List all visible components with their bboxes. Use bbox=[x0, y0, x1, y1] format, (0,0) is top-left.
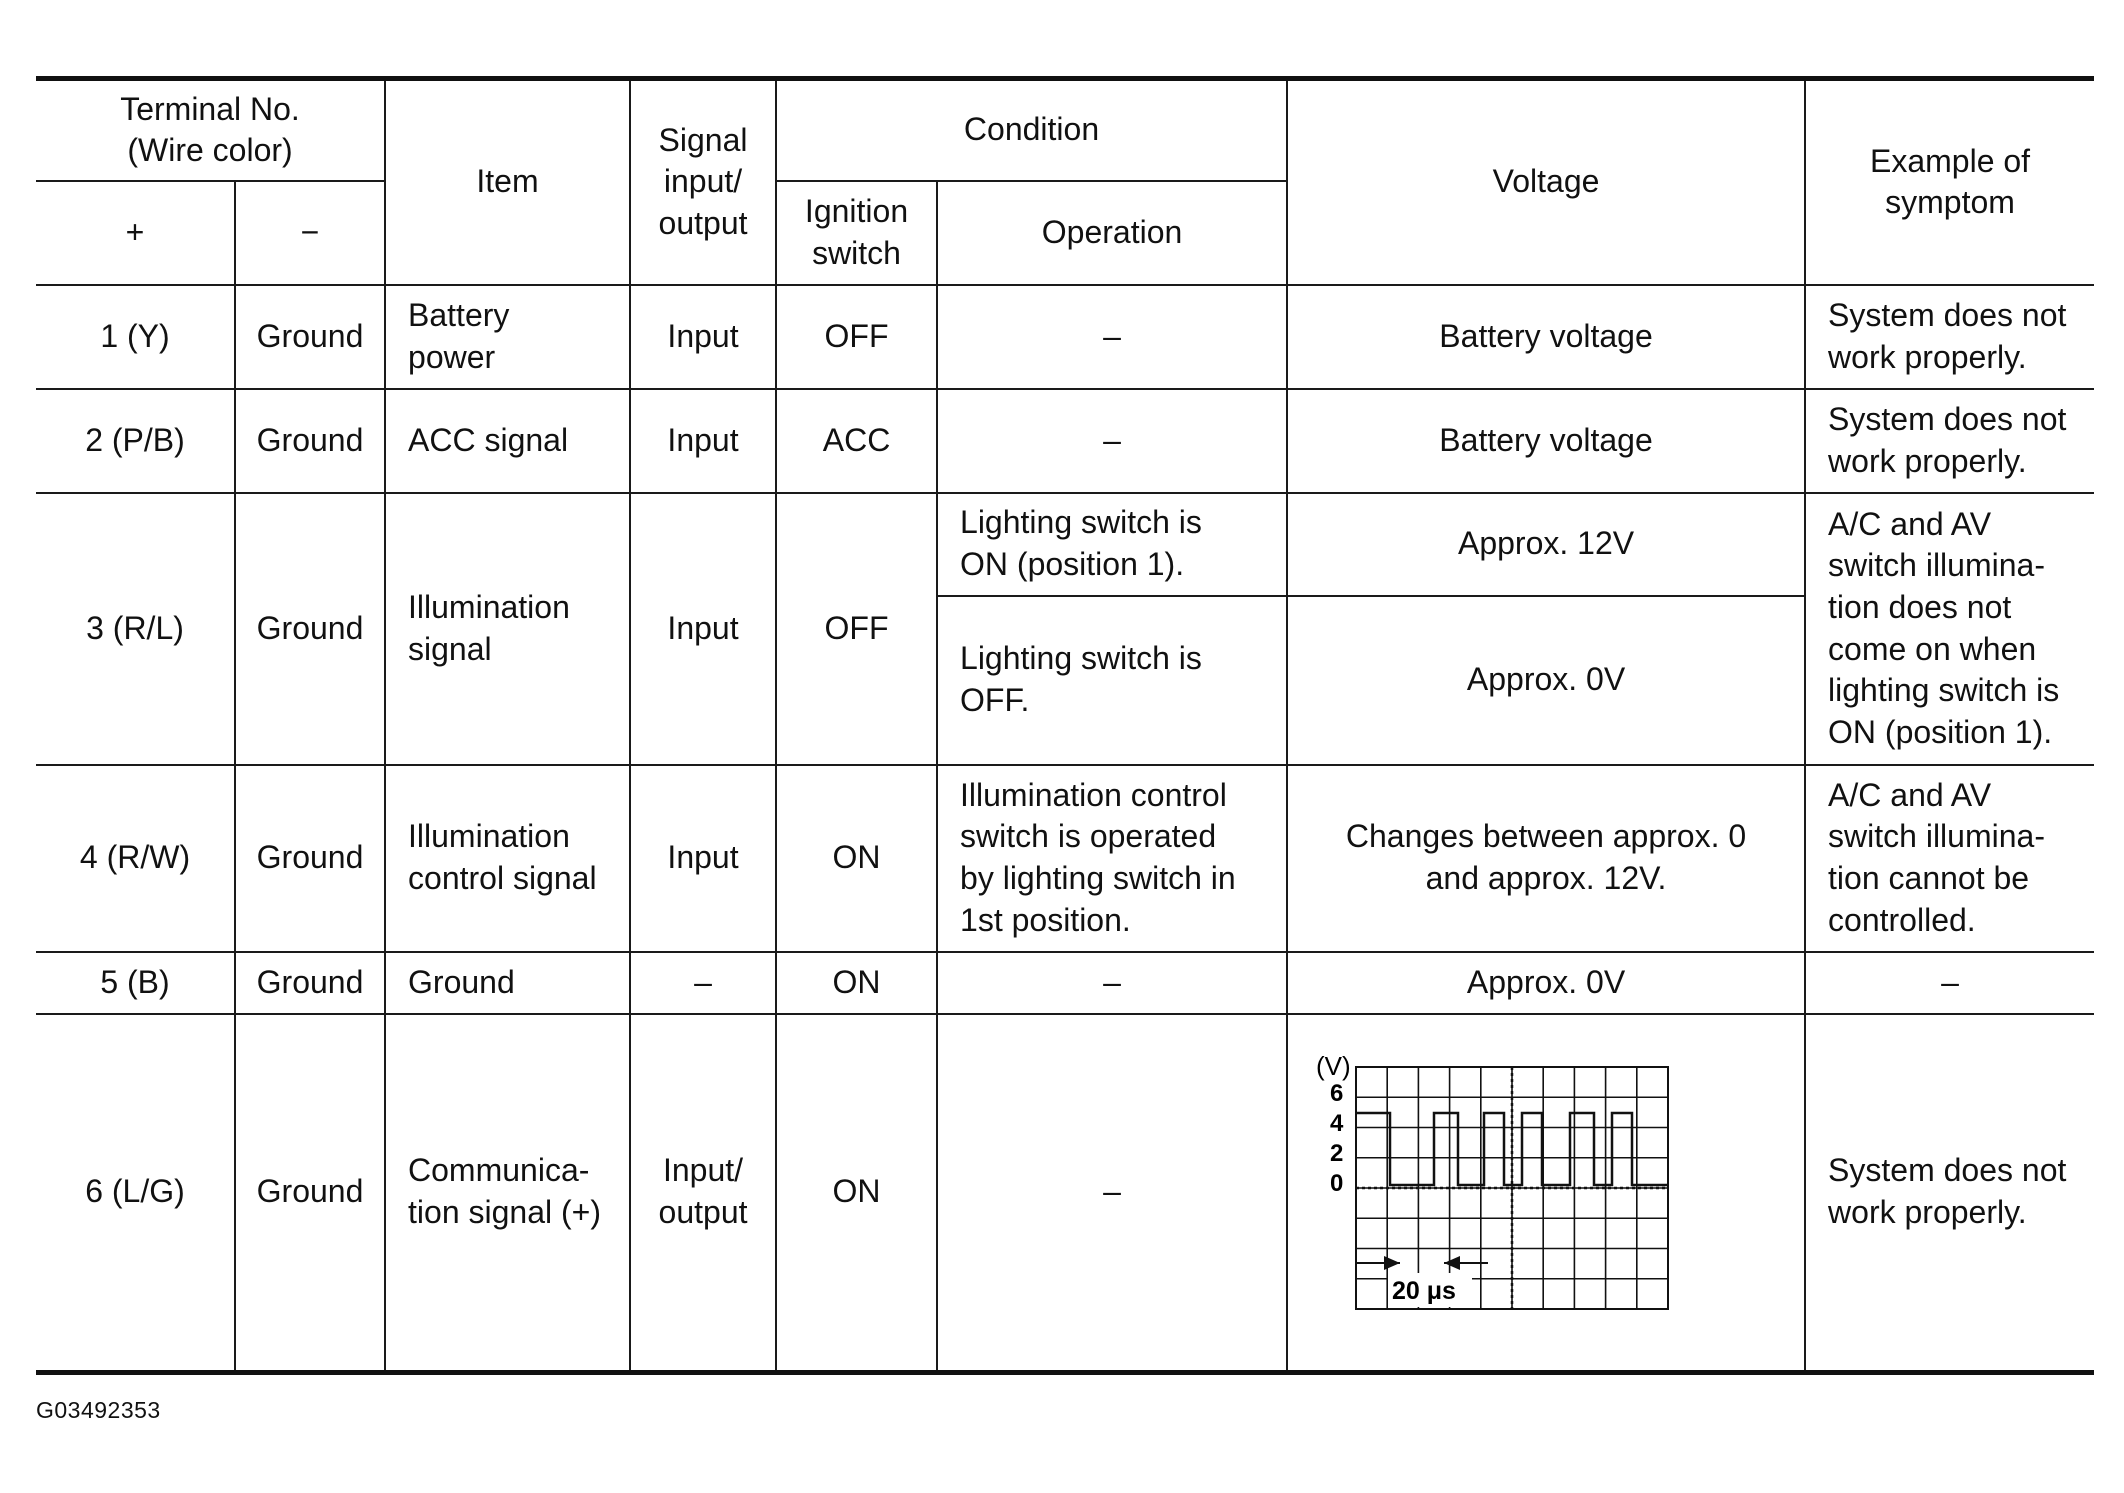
symptom-cell: – bbox=[1805, 952, 2094, 1014]
header-item: Item bbox=[385, 79, 630, 285]
operation-cell: – bbox=[937, 952, 1287, 1014]
operation-cell: – bbox=[937, 389, 1287, 493]
table-row bbox=[36, 285, 2094, 389]
symptom-cell: System does not work properly. bbox=[1805, 285, 2094, 389]
signal-cell: – bbox=[630, 952, 776, 1014]
scope-unit-label: (V) bbox=[1316, 1050, 1351, 1081]
ignition-cell: ON bbox=[776, 1014, 937, 1373]
operation-cell-on: Lighting switch is ON (position 1). bbox=[937, 493, 1287, 596]
item-cell: Ground bbox=[385, 952, 630, 1014]
header-minus: − bbox=[235, 181, 385, 285]
terminal-cell: 4 (R/W) bbox=[36, 765, 235, 952]
table-row bbox=[36, 952, 2094, 1014]
voltage-cell-off: Approx. 0V bbox=[1287, 596, 1805, 765]
table-row bbox=[36, 765, 2094, 952]
voltage-cell: Changes between approx. 0 and approx. 12V. bbox=[1287, 765, 1805, 952]
terminal-table-container bbox=[36, 76, 2094, 1375]
voltage-cell-on: Approx. 12V bbox=[1287, 493, 1805, 596]
ground-cell: Ground bbox=[235, 389, 385, 493]
header-signal: Signal input/ output bbox=[630, 79, 776, 285]
ground-cell: Ground bbox=[235, 952, 385, 1014]
header-symptom: Example of symptom bbox=[1805, 79, 2094, 285]
symptom-cell: A/C and AV switch illumina- tion cannot be controlled. bbox=[1805, 765, 2094, 952]
header-row-1 bbox=[36, 79, 2094, 181]
header-condition: Condition bbox=[776, 79, 1287, 181]
ground-cell: Ground bbox=[235, 1014, 385, 1373]
operation-cell: – bbox=[937, 285, 1287, 389]
scope-tick-2: 2 bbox=[1330, 1139, 1344, 1167]
item-cell: Illumination control signal bbox=[385, 765, 630, 952]
ignition-cell: OFF bbox=[776, 285, 937, 389]
scope-time-label: 20 μs bbox=[1392, 1276, 1456, 1305]
ignition-cell: ON bbox=[776, 765, 937, 952]
item-cell: Communica- tion signal (+) bbox=[385, 1014, 630, 1373]
symptom-cell: System does not work properly. bbox=[1805, 1014, 2094, 1373]
header-operation: Operation bbox=[937, 181, 1287, 285]
scope-tick-4: 4 bbox=[1330, 1109, 1344, 1137]
terminal-cell: 6 (L/G) bbox=[36, 1014, 235, 1373]
signal-cell: Input/ output bbox=[630, 1014, 776, 1373]
item-cell: ACC signal bbox=[385, 389, 630, 493]
table-row bbox=[36, 389, 2094, 493]
table-row bbox=[36, 493, 2094, 596]
terminal-table bbox=[36, 76, 2094, 1375]
terminal-cell: 2 (P/B) bbox=[36, 389, 235, 493]
signal-cell: Input bbox=[630, 493, 776, 765]
terminal-cell: 3 (R/L) bbox=[36, 493, 235, 765]
signal-cell: Input bbox=[630, 389, 776, 493]
oscilloscope-waveform bbox=[1288, 1015, 1806, 1370]
symptom-cell: System does not work properly. bbox=[1805, 389, 2094, 493]
scope-arrow-right-head bbox=[1384, 1256, 1400, 1270]
symptom-cell: A/C and AV switch illumina- tion does not come on when lighting switch is ON (position 1). bbox=[1805, 493, 2094, 765]
terminal-cell: 1 (Y) bbox=[36, 285, 235, 389]
voltage-cell: Battery voltage bbox=[1287, 389, 1805, 493]
ignition-cell: ON bbox=[776, 952, 937, 1014]
ignition-cell: OFF bbox=[776, 493, 937, 765]
ground-cell: Ground bbox=[235, 493, 385, 765]
scope-tick-0: 0 bbox=[1330, 1169, 1344, 1197]
header-plus: + bbox=[36, 181, 235, 285]
signal-cell: Input bbox=[630, 285, 776, 389]
item-cell: Battery power bbox=[385, 285, 630, 389]
scope-tick-6: 6 bbox=[1330, 1079, 1344, 1107]
scope-arrow-left-head bbox=[1444, 1256, 1460, 1270]
ground-cell: Ground bbox=[235, 285, 385, 389]
signal-cell: Input bbox=[630, 765, 776, 952]
operation-cell-off: Lighting switch is OFF. bbox=[937, 596, 1287, 765]
header-terminal: Terminal No. (Wire color) bbox=[36, 79, 385, 181]
terminal-cell: 5 (B) bbox=[36, 952, 235, 1014]
header-voltage: Voltage bbox=[1287, 79, 1805, 285]
item-cell: Illumination signal bbox=[385, 493, 630, 765]
ignition-cell: ACC bbox=[776, 389, 937, 493]
voltage-cell-waveform bbox=[1287, 1014, 1805, 1373]
table-row bbox=[36, 1014, 2094, 1373]
header-ignition: Ignition switch bbox=[776, 181, 937, 285]
voltage-cell: Approx. 0V bbox=[1287, 952, 1805, 1014]
operation-cell: – bbox=[937, 1014, 1287, 1373]
figure-code: G03492353 bbox=[36, 1397, 161, 1423]
voltage-cell: Battery voltage bbox=[1287, 285, 1805, 389]
ground-cell: Ground bbox=[235, 765, 385, 952]
operation-cell: Illumination control switch is operated by lighting switch in 1st position. bbox=[937, 765, 1287, 952]
